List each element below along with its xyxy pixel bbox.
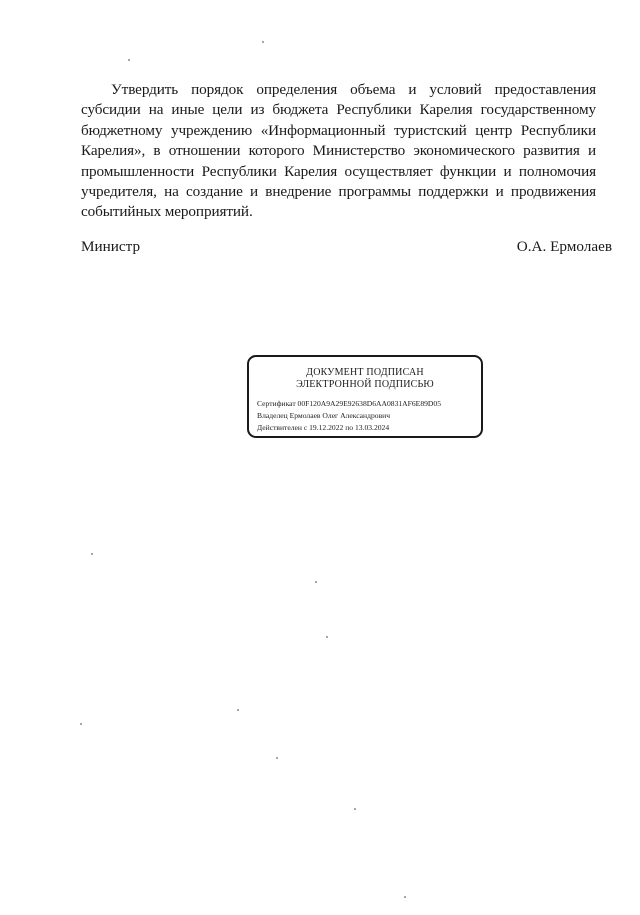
stamp-certificate: Сертификат 00F120A9A29E92638D6AA0831AF6E89D05	[257, 399, 441, 408]
stamp-validity: Действителен с 19.12.2022 по 13.03.2024	[257, 423, 390, 432]
scan-speck	[315, 581, 317, 583]
signer-name: О.А. Ермолаев	[516, 238, 612, 255]
scan-speck	[354, 808, 356, 810]
stamp-owner: Владелец Ермолаев Олег Александрович	[257, 411, 391, 420]
scan-speck	[404, 896, 406, 898]
scan-speck	[262, 41, 264, 43]
scan-speck	[128, 59, 130, 61]
scan-speck	[237, 709, 239, 711]
scan-speck	[276, 757, 278, 759]
signature-block	[81, 238, 612, 260]
scan-speck	[80, 723, 82, 725]
scan-speck	[91, 553, 93, 555]
order-paragraph: Утвердить порядок определения объема и условий предоставления субсидии на иные цели из бюджета Республики Карелия государственному бюджетному учреждению «Информационный туристский центр Республики Карелия», в отношении которого Министерство экономического развития и промышленности Республики Карелия осуществляет функции и полномочия учредителя, на создание и внедрение программы поддержки и продвижения событийных мероприятий.	[81, 81, 596, 221]
signer-title: Министр	[81, 238, 141, 255]
electronic-signature-stamp	[247, 355, 483, 438]
stamp-heading-line2: ЭЛЕКТРОННОЙ ПОДПИСЬЮ	[296, 379, 434, 390]
stamp-heading-line1: ДОКУМЕНТ ПОДПИСАН	[306, 367, 424, 378]
scan-speck	[326, 636, 328, 638]
